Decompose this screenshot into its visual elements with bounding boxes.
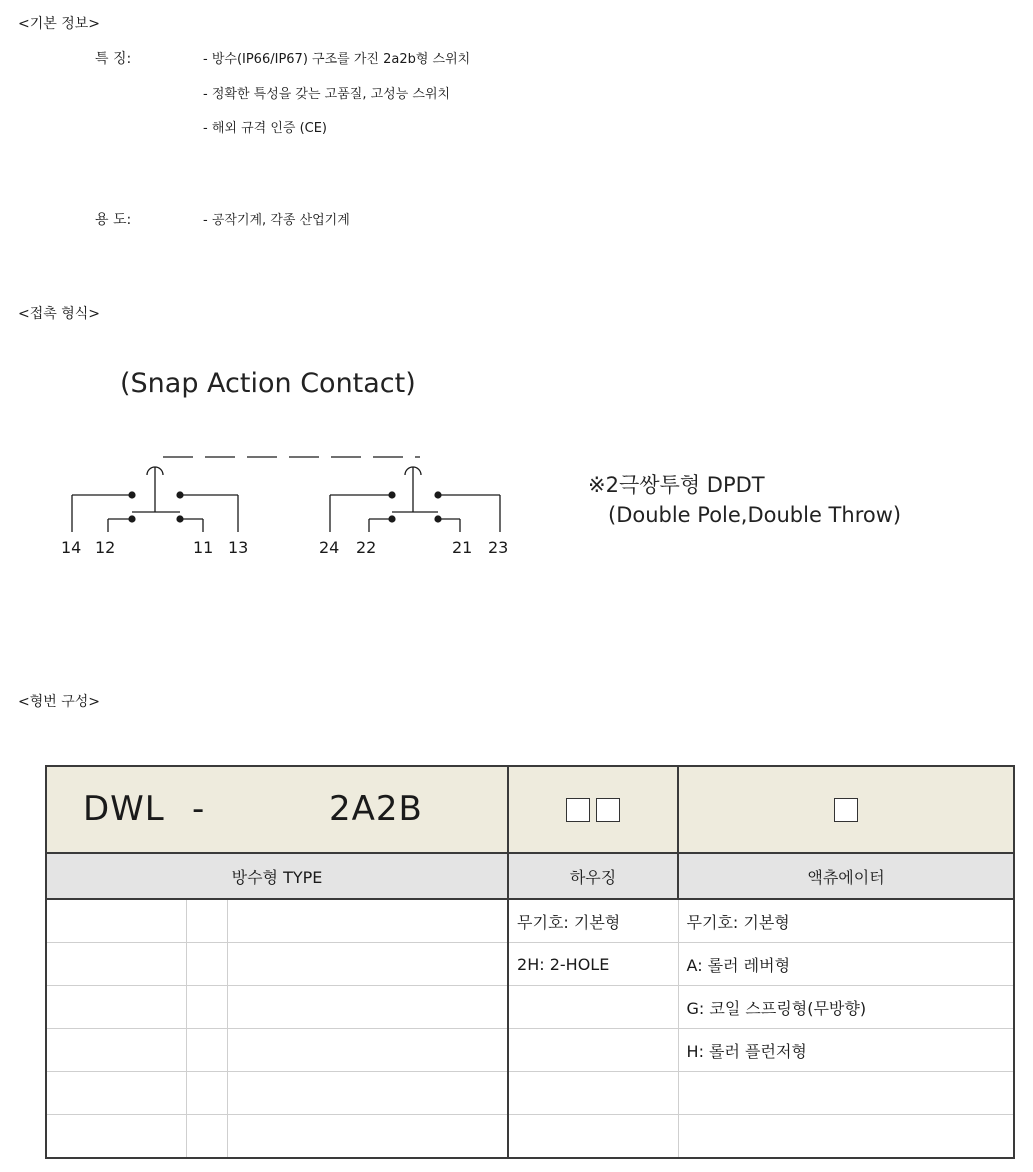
terminal-label: 14 <box>61 538 82 557</box>
actuator-code-cell <box>678 766 1014 853</box>
actuator-option: G: 코일 스프링형(무방향) <box>678 986 1014 1029</box>
model-header: <형번 구성> <box>18 694 101 710</box>
usage-line: - 공작기계, 각종 산업기계 <box>203 213 350 228</box>
type-cell <box>46 986 186 1029</box>
actuator-option: H: 롤러 플런저형 <box>678 1029 1014 1072</box>
type-cell <box>227 1029 508 1072</box>
housing-option <box>508 1115 678 1159</box>
type-cell <box>46 1115 186 1159</box>
housing-option: 2H: 2-HOLE <box>508 943 678 986</box>
terminal-label: 13 <box>228 538 249 557</box>
type-cell <box>46 1029 186 1072</box>
code-placeholder-box <box>566 798 590 822</box>
housing-option <box>508 1072 678 1115</box>
model-code-suffix: 2A2B <box>329 789 423 829</box>
type-cell <box>46 899 186 943</box>
type-cell <box>186 899 227 943</box>
col-header-housing: 하우징 <box>508 853 678 899</box>
type-cell <box>186 943 227 986</box>
contact-dot <box>176 491 183 498</box>
col-header-type: 방수형 TYPE <box>46 853 508 899</box>
contact-header: <접촉 형식> <box>18 306 101 322</box>
col-header-actuator: 액츄에이터 <box>678 853 1014 899</box>
type-cell <box>46 1072 186 1115</box>
terminal-label: 12 <box>95 538 116 557</box>
contact-dot <box>388 515 395 522</box>
basic-info-header: <기본 정보> <box>18 16 101 32</box>
feature-line-1: - 방수(IP66/IP67) 구조를 가진 2a2b형 스위치 <box>203 52 471 67</box>
feature-label: 특 징: <box>95 51 132 67</box>
model-table <box>45 765 1015 1159</box>
contact-dot <box>128 515 135 522</box>
housing-option <box>508 986 678 1029</box>
housing-option: 무기호: 기본형 <box>508 899 678 943</box>
terminal-label: 22 <box>356 538 377 557</box>
actuator-option: A: 롤러 레버형 <box>678 943 1014 986</box>
contact-dot <box>128 491 135 498</box>
type-cell <box>227 899 508 943</box>
snap-action-title: (Snap Action Contact) <box>120 368 416 399</box>
actuator-option: 무기호: 기본형 <box>678 899 1014 943</box>
housing-code-cell <box>508 766 678 853</box>
feature-line-3: - 해외 규격 인증 (CE) <box>203 121 328 136</box>
dpdt-note-line1: ※2극쌍투형 DPDT <box>588 473 765 497</box>
code-placeholder-box <box>834 798 858 822</box>
type-cell <box>227 986 508 1029</box>
type-cell <box>227 1072 508 1115</box>
type-cell <box>227 1115 508 1159</box>
actuator-option <box>678 1115 1014 1159</box>
contact-dot <box>434 515 441 522</box>
terminal-label: 11 <box>193 538 214 557</box>
type-cell <box>227 943 508 986</box>
type-cell <box>186 1115 227 1159</box>
dpdt-note-line2: (Double Pole,Double Throw) <box>608 503 902 527</box>
type-cell <box>186 1072 227 1115</box>
feature-line-2: - 정확한 특성을 갖는 고품질, 고성능 스위치 <box>203 87 451 102</box>
terminal-label: 21 <box>452 538 473 557</box>
contact-diagram <box>0 440 540 570</box>
housing-option <box>508 1029 678 1072</box>
actuator-option <box>678 1072 1014 1115</box>
type-cell <box>46 943 186 986</box>
code-placeholder-box <box>596 798 620 822</box>
contact-dot <box>434 491 441 498</box>
terminal-label: 23 <box>488 538 509 557</box>
model-code-dash: - <box>192 789 206 829</box>
model-code-cell <box>46 766 508 853</box>
type-cell <box>186 986 227 1029</box>
contact-dot <box>176 515 183 522</box>
model-code-prefix: DWL <box>83 789 165 829</box>
contact-dot <box>388 491 395 498</box>
type-cell <box>186 1029 227 1072</box>
usage-label: 용 도: <box>95 212 132 228</box>
terminal-label: 24 <box>319 538 340 557</box>
